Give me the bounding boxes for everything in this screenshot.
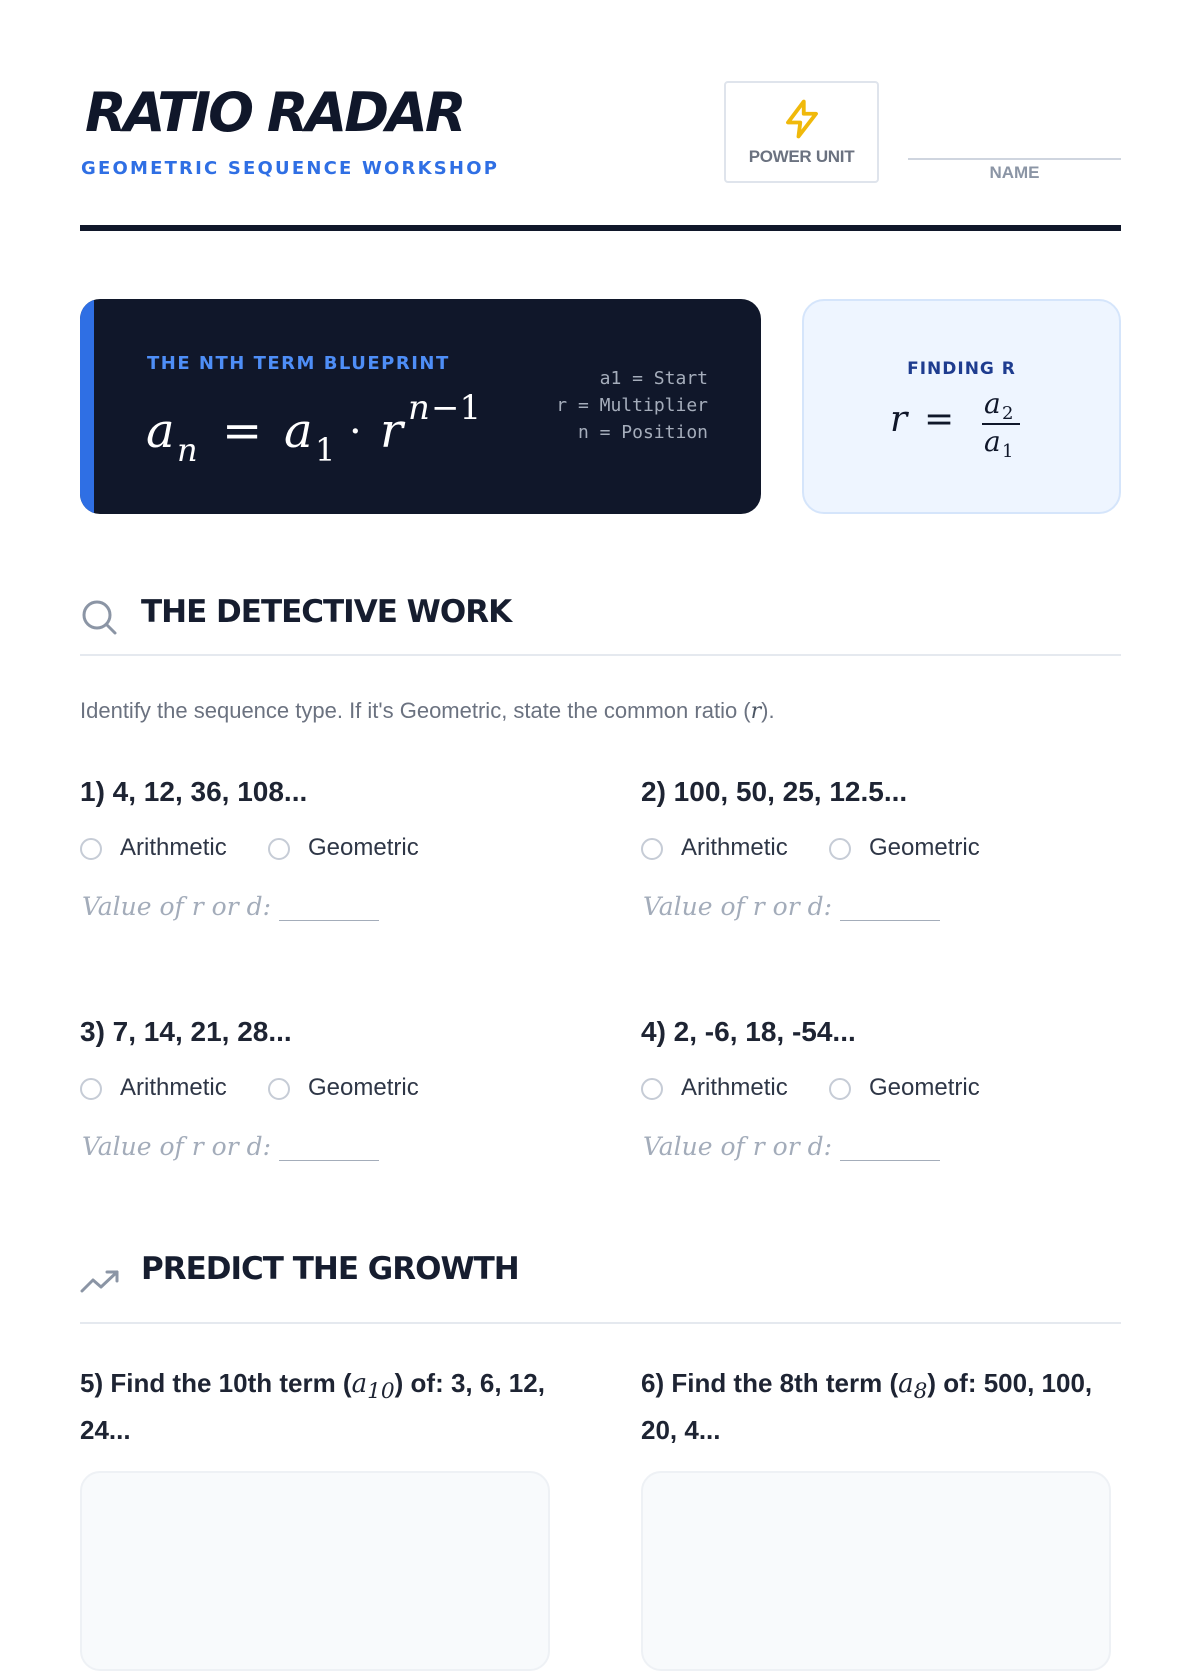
- answer-blank[interactable]: Value of r or d: ________: [643, 892, 940, 921]
- nth-term-formula: [146, 375, 526, 485]
- problem-1-sequence: 1) 4, 12, 36, 108...: [80, 776, 308, 807]
- svg-text:=: =: [924, 399, 955, 440]
- radio-button[interactable]: [641, 1078, 663, 1100]
- geometric-label: Geometric: [308, 1074, 419, 1101]
- formula-legend: [556, 365, 708, 446]
- svg-text:2: 2: [1002, 403, 1014, 424]
- detective-instructions: [80, 698, 775, 724]
- blueprint-title: THE NTH TERM BLUEPRINT: [147, 353, 450, 374]
- svg-text:·: ·: [349, 409, 362, 455]
- radio-button[interactable]: [829, 1078, 851, 1100]
- term-subscript: 10: [367, 1379, 395, 1405]
- page-title: RATIO RADAR: [85, 81, 464, 144]
- radio-button[interactable]: [80, 838, 102, 860]
- problem-5-workspace[interactable]: [80, 1471, 550, 1671]
- radio-button[interactable]: [268, 838, 290, 860]
- section-divider: [80, 654, 1121, 656]
- problem-2: [641, 776, 1121, 921]
- problem-4-sequence: 4) 2, -6, 18, -54...: [641, 1016, 856, 1047]
- legend-position: n = Position: [577, 422, 708, 443]
- answer-blank[interactable]: Value of r or d: ________: [82, 892, 379, 921]
- svg-text:a: a: [984, 425, 1001, 458]
- arithmetic-label: Arithmetic: [681, 1074, 788, 1101]
- problem-5-question: [80, 1364, 550, 1449]
- term-variable: a: [898, 1369, 914, 1399]
- problem-4: [641, 1016, 1121, 1161]
- magnifier-icon: [80, 598, 118, 636]
- section-divider: [80, 1322, 1121, 1324]
- answer-blank[interactable]: Value of r or d: ________: [82, 1132, 379, 1161]
- problem-6-question: [641, 1364, 1111, 1449]
- lightning-bolt-icon: [781, 97, 823, 141]
- geometric-label: Geometric: [869, 1074, 980, 1101]
- question-text-end: ) of: 3, 6, 12, 24...: [80, 1368, 545, 1446]
- radio-button[interactable]: [80, 1078, 102, 1100]
- geometric-label: Geometric: [869, 834, 980, 861]
- instructions-variable: r: [750, 699, 762, 724]
- geometric-label: Geometric: [308, 834, 419, 861]
- instructions-text: Identify the sequence type. If it's Geometric, state the common ratio (: [80, 698, 751, 723]
- finding-r-card: [802, 299, 1121, 514]
- radio-button[interactable]: [829, 838, 851, 860]
- svg-text:1: 1: [315, 431, 336, 469]
- term-subscript: 8: [913, 1379, 928, 1405]
- svg-text:a: a: [284, 403, 313, 459]
- question-text: 5) Find the 10th term (: [80, 1368, 352, 1398]
- header-divider: [80, 225, 1121, 231]
- arithmetic-label: Arithmetic: [120, 1074, 227, 1101]
- problem-6-workspace[interactable]: [641, 1471, 1111, 1671]
- detective-section-header: [80, 594, 1121, 668]
- worksheet-page: [80, 0, 1121, 1600]
- radio-button[interactable]: [268, 1078, 290, 1100]
- power-unit-label: POWER UNIT: [748, 147, 855, 166]
- answer-blank[interactable]: Value of r or d: ________: [643, 1132, 940, 1161]
- svg-text:n: n: [177, 431, 198, 469]
- svg-text:−1: −1: [431, 388, 482, 428]
- finding-r-title: FINDING R: [907, 359, 1016, 379]
- card-accent-stripe: [80, 299, 94, 514]
- name-field-line[interactable]: [908, 158, 1121, 160]
- svg-text:r: r: [380, 403, 403, 459]
- problem-1: [80, 776, 560, 921]
- legend-multiplier: r = Multiplier: [556, 395, 708, 416]
- question-text-end: ) of: 500, 100, 20, 4...: [641, 1368, 1093, 1446]
- svg-text:r: r: [890, 399, 908, 440]
- legend-start: a1 = Start: [599, 368, 708, 389]
- common-ratio-formula: [888, 385, 1038, 465]
- page-subtitle: GEOMETRIC SEQUENCE WORKSHOP: [81, 158, 500, 179]
- term-variable: a: [351, 1369, 368, 1399]
- question-text: 6) Find the 8th term (: [641, 1368, 899, 1398]
- svg-text:a: a: [984, 387, 1001, 420]
- arithmetic-label: Arithmetic: [681, 834, 788, 861]
- instructions-text-end: ).: [761, 698, 775, 723]
- radio-button[interactable]: [641, 838, 663, 860]
- growth-section-header: [80, 1251, 1121, 1337]
- svg-text:1: 1: [1002, 441, 1014, 462]
- growth-heading: PREDICT THE GROWTH: [141, 1251, 519, 1287]
- trending-up-icon: [80, 1267, 120, 1297]
- svg-text:n: n: [408, 388, 430, 428]
- arithmetic-label: Arithmetic: [120, 834, 227, 861]
- svg-text:a: a: [146, 403, 175, 459]
- power-unit-box: [724, 81, 879, 183]
- problem-3: [80, 1016, 560, 1161]
- problem-2-sequence: 2) 100, 50, 25, 12.5...: [641, 776, 908, 807]
- detective-heading: THE DETECTIVE WORK: [141, 594, 512, 630]
- nth-term-blueprint-card: [80, 299, 761, 514]
- svg-text:=: =: [222, 403, 263, 459]
- name-field-label: NAME: [989, 163, 1040, 182]
- problem-3-sequence: 3) 7, 14, 21, 28...: [80, 1016, 292, 1047]
